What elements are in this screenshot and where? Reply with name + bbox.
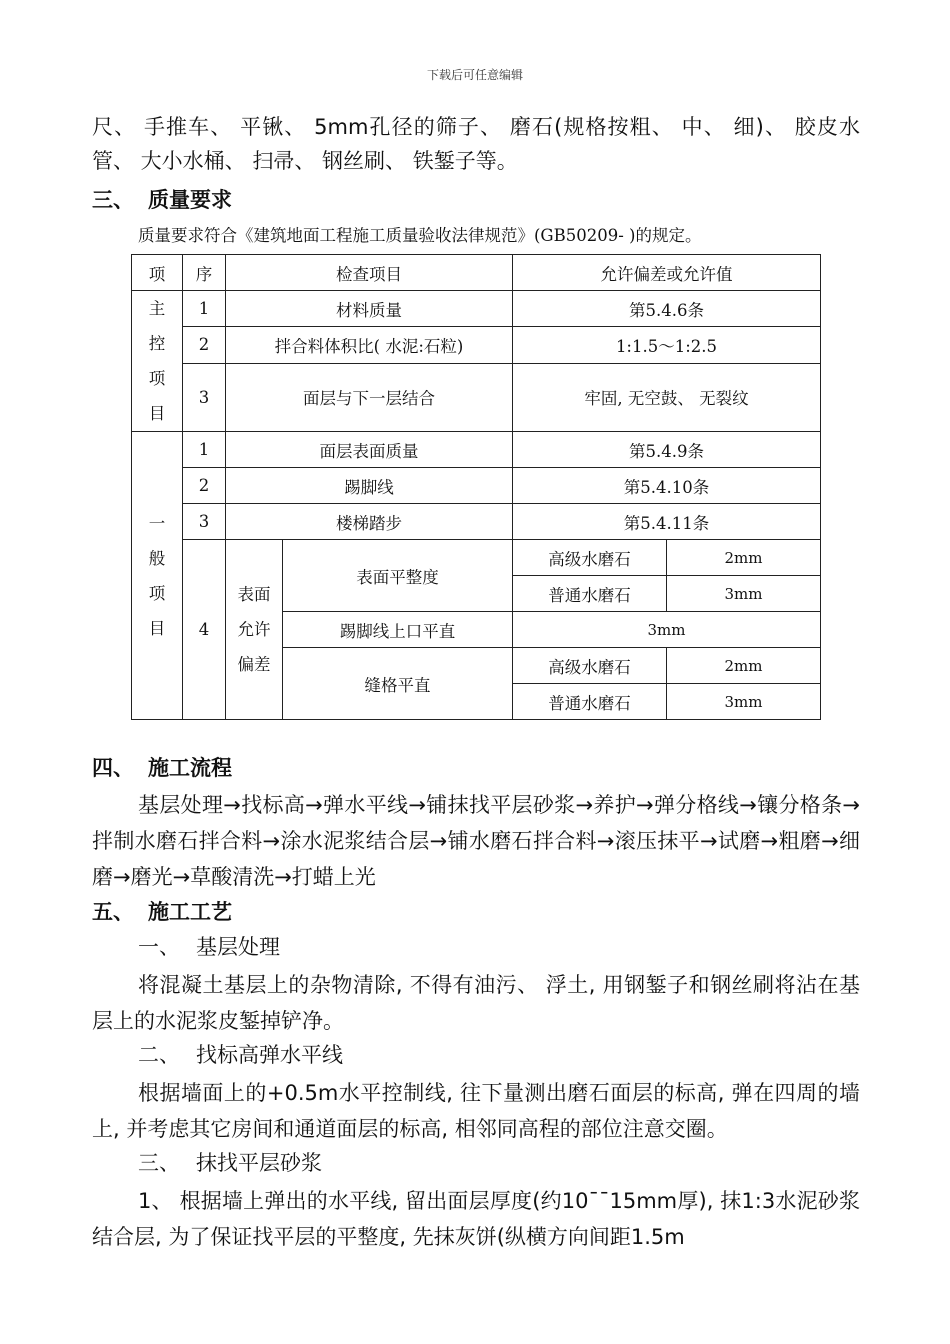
- table-cell: 2mm: [667, 540, 821, 576]
- table-cell: 材料质量: [226, 291, 513, 327]
- table-cell: 3mm: [667, 684, 821, 720]
- general-group-text: 一般项目: [148, 513, 166, 638]
- table-cell: 4: [183, 540, 226, 720]
- table-cell: 踢脚线上口平直: [283, 612, 513, 648]
- main-group-label: [132, 291, 183, 432]
- table-cell: 1:1.5～1:2.5: [513, 327, 821, 363]
- step-heading-2: [138, 1039, 343, 1071]
- table-cell: 1: [183, 432, 226, 468]
- table-cell: 1: [183, 291, 226, 327]
- step-number: 三、: [138, 1151, 180, 1175]
- table-cell: 普通水磨石: [513, 576, 667, 612]
- section-number: 五、: [92, 900, 134, 924]
- table-cell: 楼梯踏步: [226, 504, 513, 540]
- step-number: 一、: [138, 935, 180, 959]
- table-cell: 面层与下一层结合: [226, 363, 513, 432]
- header-check: 检查项目: [226, 255, 513, 291]
- table-cell: 2: [183, 327, 226, 363]
- page-header: 下载后可任意编辑: [426, 68, 523, 82]
- step-heading-1: [138, 931, 280, 963]
- main-group-text: 主控项目: [148, 299, 166, 423]
- table-cell: 高级水磨石: [513, 648, 667, 684]
- table-cell: 拌合料体积比( 水泥:石粒): [226, 327, 513, 363]
- step-number: 二、: [138, 1043, 180, 1067]
- step-3-text: 1、 根据墙上弹出的水平线, 留出面层厚度(约10¯¯15mm厚), 抹1:3水泥砂浆结合层, 为了保证找平层的平整度, 先抹灰饼(纵横方向间距1.5m: [92, 1189, 860, 1249]
- table-cell: 3mm: [513, 612, 821, 648]
- table-cell: 第5.4.11条: [513, 504, 821, 540]
- step-heading-3: [138, 1147, 322, 1179]
- section-number: 四、: [92, 756, 134, 780]
- table-cell: 高级水磨石: [513, 540, 667, 576]
- step-title: 抹找平层砂浆: [196, 1151, 322, 1175]
- table-cell: 缝格平直: [283, 648, 513, 720]
- table-cell: 普通水磨石: [513, 684, 667, 720]
- header-allow: 允许偏差或允许值: [513, 255, 821, 291]
- step-2-text: 根据墙面上的+0.5m水平控制线, 往下量测出磨石面层的标高, 弹在四周的墙上, 并考虑其它房间和通道面层的标高, 相邻同高程的部位注意交圈。: [92, 1081, 860, 1141]
- section-title: 施工工艺: [148, 900, 232, 924]
- section-title: 质量要求: [148, 188, 232, 212]
- step-1-text: 将混凝土基层上的杂物清除, 不得有油污、 浮土, 用钢錾子和钢丝刷将沾在基层上的水泥浆皮錾掉铲净。: [92, 973, 860, 1033]
- table-cell: 表面平整度: [283, 540, 513, 612]
- section-title: 施工流程: [148, 756, 232, 780]
- table-cell: 3: [183, 504, 226, 540]
- tools-paragraph: 尺、 手推车、 平锹、 5mm孔径的筛子、 磨石(规格按粗、 中、 细)、 胶皮水管、 大小水桶、 扫帚、 钢丝刷、 铁錾子等。: [92, 115, 860, 173]
- general-group-label: [132, 432, 183, 720]
- section-number: 三、: [92, 188, 134, 212]
- section-heading-flow: [92, 753, 232, 783]
- process-flow-paragraph: 基层处理→找标高→弹水平线→铺抹找平层砂浆→养护→弹分格线→镶分格条→拌制水磨石拌合料→涂水泥浆结合层→铺水磨石拌合料→滚压抹平→试磨→粗磨→细磨→磨光→草酸清洗→打蜡上光: [92, 793, 860, 889]
- section-heading-craft: [92, 897, 232, 927]
- table-cell: 踢脚线: [226, 468, 513, 504]
- step-title: 找标高弹水平线: [196, 1043, 343, 1067]
- table-cell: 第5.4.9条: [513, 432, 821, 468]
- table-cell: 2: [183, 468, 226, 504]
- quality-table: [131, 254, 821, 720]
- table-cell: 第5.4.10条: [513, 468, 821, 504]
- table-cell: 第5.4.6条: [513, 291, 821, 327]
- header-seq: 序: [183, 255, 226, 291]
- table-cell: 2mm: [667, 648, 821, 684]
- table-cell: 3: [183, 363, 226, 432]
- step-title: 基层处理: [196, 935, 280, 959]
- quality-note: 质量要求符合《建筑地面工程施工质量验收法律规范》(GB50209- )的规定。: [138, 226, 702, 245]
- header-item: 项: [132, 255, 183, 291]
- tolerance-label-text: 表面允许偏差: [237, 585, 271, 674]
- tolerance-label: [226, 540, 283, 720]
- table-cell: 牢固, 无空鼓、 无裂纹: [513, 363, 821, 432]
- table-cell: 3mm: [667, 576, 821, 612]
- table-cell: 面层表面质量: [226, 432, 513, 468]
- section-heading-quality: [92, 185, 232, 215]
